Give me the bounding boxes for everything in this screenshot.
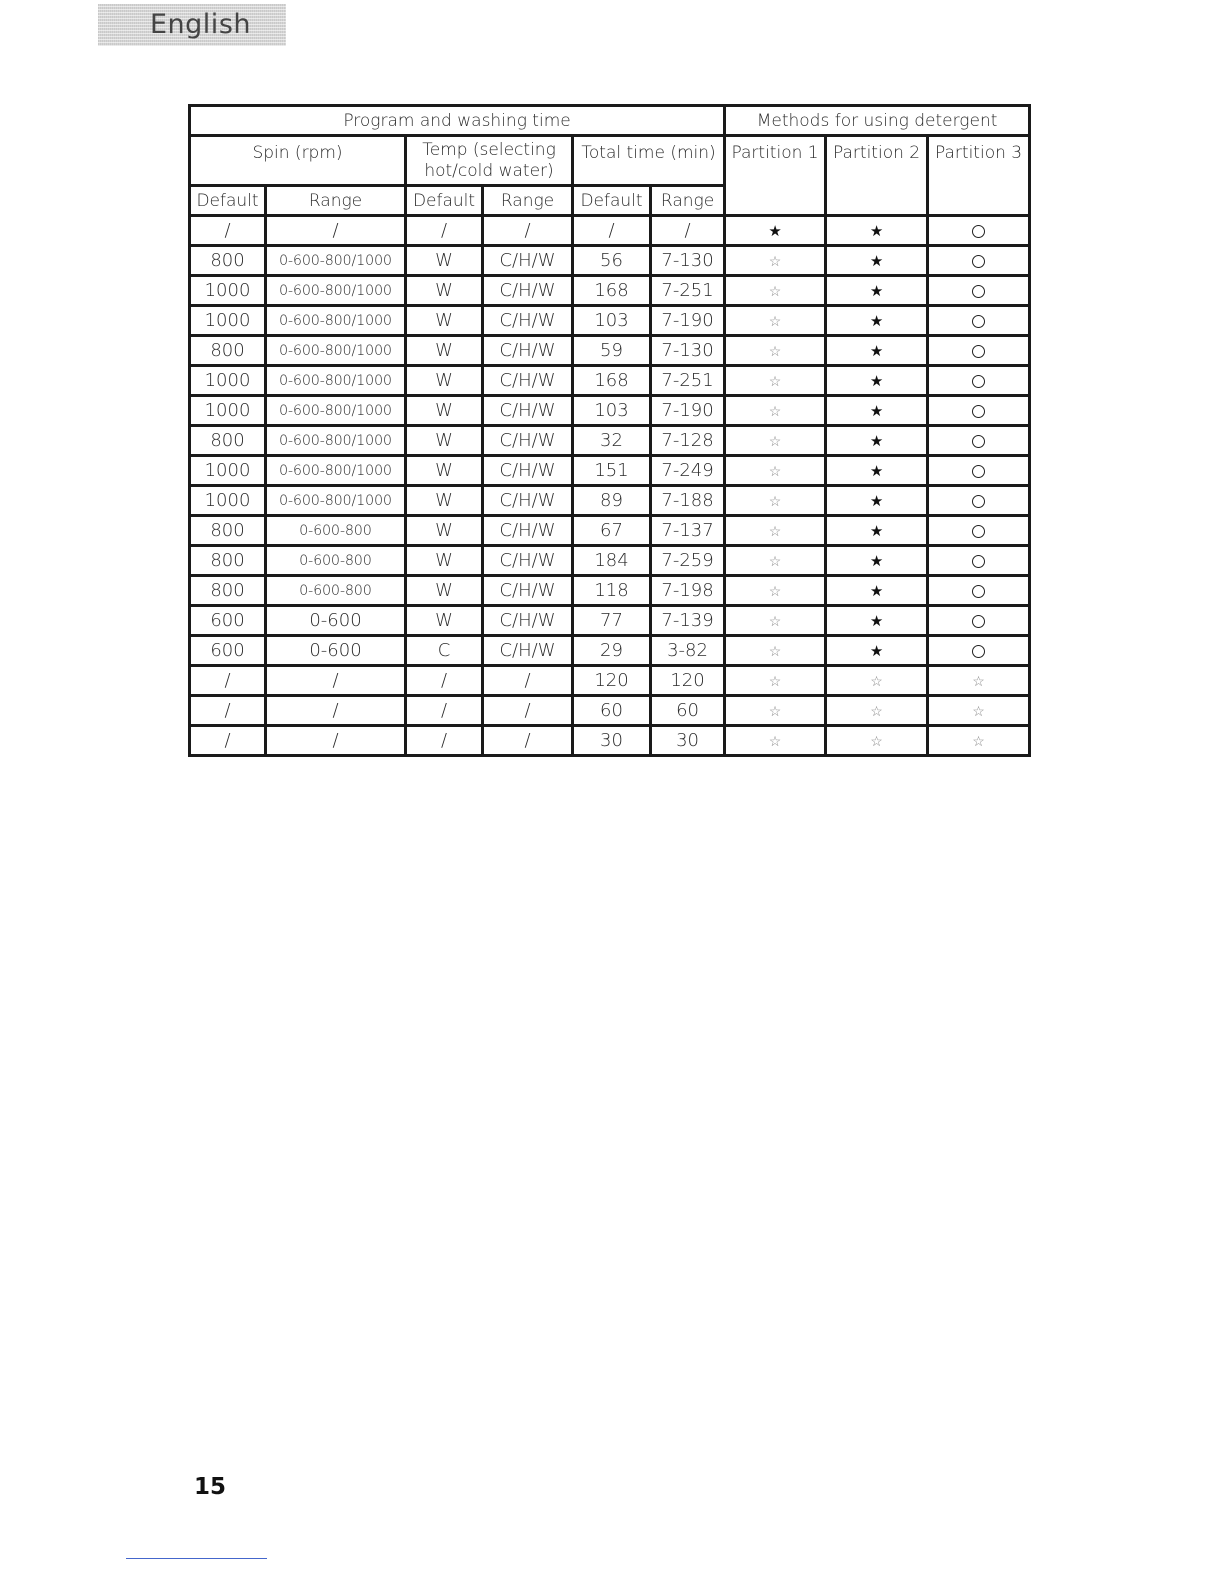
partition-1-header: Partition 1 <box>725 136 826 216</box>
time-default-cell: 168 <box>573 366 651 396</box>
spin-default-cell: 1000 <box>190 276 266 306</box>
time-range-cell: 7-137 <box>651 516 725 546</box>
partition-2-cell <box>826 426 928 456</box>
temp-header: Temp (selecting hot/cold water) <box>406 136 573 186</box>
spin-default-cell: 1000 <box>190 306 266 336</box>
partition-1-cell <box>725 486 826 516</box>
table-row <box>190 696 1030 726</box>
table-row <box>190 546 1030 576</box>
temp-range-cell: C/H/W <box>483 606 573 636</box>
partition-1-cell <box>725 576 826 606</box>
partition-3-cell <box>928 366 1030 396</box>
time-range-cell: 7-188 <box>651 486 725 516</box>
temp-default-cell: W <box>406 546 483 576</box>
time-default-cell: 120 <box>573 666 651 696</box>
spin-header: Spin (rpm) <box>190 136 406 186</box>
partition-1-cell <box>725 396 826 426</box>
time-default-cell: 77 <box>573 606 651 636</box>
temp-range-cell: C/H/W <box>483 336 573 366</box>
circle-icon <box>972 375 985 388</box>
partition-3-cell <box>928 426 1030 456</box>
language-tab <box>98 4 286 46</box>
outline-star-icon: ☆ <box>768 554 782 570</box>
partition-3-cell <box>928 666 1030 696</box>
partition-3-cell <box>928 606 1030 636</box>
partition-1-cell <box>725 696 826 726</box>
filled-star-icon: ★ <box>869 582 884 600</box>
temp-range-cell: C/H/W <box>483 306 573 336</box>
table-row <box>190 426 1030 456</box>
time-range-cell: 7-198 <box>651 576 725 606</box>
spin-default-cell: 800 <box>190 246 266 276</box>
temp-default-cell: W <box>406 576 483 606</box>
spin-default-cell: 800 <box>190 336 266 366</box>
table-row <box>190 366 1030 396</box>
filled-star-icon: ★ <box>869 462 884 480</box>
spin-default-cell: / <box>190 726 266 756</box>
time-default-cell: / <box>573 216 651 246</box>
filled-star-icon: ★ <box>869 372 884 390</box>
time-range-cell: 7-128 <box>651 426 725 456</box>
temp-range-cell: C/H/W <box>483 576 573 606</box>
outline-star-icon: ☆ <box>870 734 883 750</box>
filled-star-icon: ★ <box>869 282 884 300</box>
temp-range-cell: C/H/W <box>483 486 573 516</box>
partition-2-cell <box>826 696 928 726</box>
temp-default-cell: W <box>406 486 483 516</box>
partition-3-cell <box>928 576 1030 606</box>
partition-1-cell <box>725 366 826 396</box>
temp-range-cell: / <box>483 216 573 246</box>
outline-star-icon: ☆ <box>768 314 782 330</box>
partition-2-cell <box>826 396 928 426</box>
filled-star-icon: ★ <box>869 312 884 330</box>
temp-range-cell: C/H/W <box>483 516 573 546</box>
time-range-cell: / <box>651 216 725 246</box>
program-group-header: Program and washing time <box>190 106 725 136</box>
temp-range-cell: C/H/W <box>483 366 573 396</box>
outline-star-icon: ☆ <box>768 254 782 270</box>
spin-range-cell: 0-600-800/1000 <box>266 366 406 396</box>
sub-header-row <box>190 136 1030 186</box>
temp-default-cell: W <box>406 516 483 546</box>
partition-2-cell <box>826 516 928 546</box>
outline-star-icon: ☆ <box>768 584 782 600</box>
spin-default-cell: / <box>190 216 266 246</box>
spin-default-cell: 1000 <box>190 366 266 396</box>
outline-star-icon: ☆ <box>972 704 985 720</box>
time-default-cell: 89 <box>573 486 651 516</box>
circle-icon <box>972 495 985 508</box>
circle-icon <box>972 585 985 598</box>
spin-default-cell: 600 <box>190 606 266 636</box>
outline-star-icon: ☆ <box>972 674 985 690</box>
spin-range-cell: 0-600-800/1000 <box>266 306 406 336</box>
time-range-cell: 120 <box>651 666 725 696</box>
filled-star-icon: ★ <box>869 342 884 360</box>
partition-1-cell <box>725 666 826 696</box>
temp-default-header: Default <box>406 186 483 216</box>
time-default-cell: 32 <box>573 426 651 456</box>
spin-range-cell: 0-600-800/1000 <box>266 426 406 456</box>
detergent-group-header: Methods for using detergent <box>725 106 1030 136</box>
outline-star-icon: ☆ <box>768 524 782 540</box>
partition-2-cell <box>826 306 928 336</box>
partition-3-cell <box>928 216 1030 246</box>
partition-2-cell <box>826 606 928 636</box>
washing-program-table <box>188 104 1031 757</box>
temp-range-cell: / <box>483 726 573 756</box>
partition-2-cell <box>826 276 928 306</box>
circle-icon <box>972 405 985 418</box>
spin-default-cell: / <box>190 666 266 696</box>
outline-star-icon: ☆ <box>768 464 782 480</box>
outline-star-icon: ☆ <box>768 734 782 750</box>
time-range-cell: 7-190 <box>651 306 725 336</box>
time-default-cell: 168 <box>573 276 651 306</box>
filled-star-icon: ★ <box>869 612 884 630</box>
temp-default-cell: / <box>406 666 483 696</box>
total-time-header: Total time (min) <box>573 136 725 186</box>
table-row <box>190 396 1030 426</box>
temp-default-cell: C <box>406 636 483 666</box>
time-default-cell: 103 <box>573 306 651 336</box>
temp-range-cell: / <box>483 666 573 696</box>
partition-1-cell <box>725 516 826 546</box>
spin-range-cell: 0-600 <box>266 636 406 666</box>
spin-default-cell: 1000 <box>190 456 266 486</box>
spin-default-cell: 800 <box>190 516 266 546</box>
spin-range-cell: 0-600-800/1000 <box>266 336 406 366</box>
temp-default-cell: W <box>406 396 483 426</box>
outline-star-icon: ☆ <box>768 404 782 420</box>
table-row <box>190 726 1030 756</box>
outline-star-icon: ☆ <box>768 284 782 300</box>
circle-icon <box>972 255 985 268</box>
circle-icon <box>972 315 985 328</box>
temp-range-header: Range <box>483 186 573 216</box>
partition-1-cell <box>725 246 826 276</box>
circle-icon <box>972 345 985 358</box>
circle-icon <box>972 225 985 238</box>
time-range-cell: 7-190 <box>651 396 725 426</box>
time-default-cell: 30 <box>573 726 651 756</box>
partition-1-cell <box>725 456 826 486</box>
temp-range-cell: C/H/W <box>483 276 573 306</box>
partition-2-cell <box>826 216 928 246</box>
partition-2-cell <box>826 246 928 276</box>
spin-range-cell: 0-600-800/1000 <box>266 396 406 426</box>
time-range-cell: 7-251 <box>651 276 725 306</box>
filled-star-icon: ★ <box>768 222 782 240</box>
circle-icon <box>972 555 985 568</box>
temp-default-cell: / <box>406 726 483 756</box>
spin-range-cell: 0-600 <box>266 606 406 636</box>
spin-range-cell: / <box>266 666 406 696</box>
partition-2-cell <box>826 576 928 606</box>
filled-star-icon: ★ <box>869 432 884 450</box>
time-default-cell: 184 <box>573 546 651 576</box>
circle-icon <box>972 435 985 448</box>
language-label: English <box>150 9 251 40</box>
spin-range-cell: / <box>266 726 406 756</box>
filled-star-icon: ★ <box>869 402 884 420</box>
partition-1-cell <box>725 606 826 636</box>
footer-rule <box>126 1558 267 1559</box>
table-row <box>190 216 1030 246</box>
time-range-header: Range <box>651 186 725 216</box>
circle-icon <box>972 615 985 628</box>
circle-icon <box>972 465 985 478</box>
spin-default-cell: 800 <box>190 576 266 606</box>
partition-2-cell <box>826 726 928 756</box>
partition-3-cell <box>928 306 1030 336</box>
time-range-cell: 7-130 <box>651 246 725 276</box>
partition-3-cell <box>928 516 1030 546</box>
filled-star-icon: ★ <box>869 552 884 570</box>
temp-range-cell: C/H/W <box>483 456 573 486</box>
spin-range-cell: 0-600-800 <box>266 576 406 606</box>
temp-range-cell: C/H/W <box>483 426 573 456</box>
time-range-cell: 7-251 <box>651 366 725 396</box>
partition-2-cell <box>826 486 928 516</box>
temp-default-cell: W <box>406 606 483 636</box>
partition-3-cell <box>928 456 1030 486</box>
outline-star-icon: ☆ <box>768 704 782 720</box>
partition-1-cell <box>725 306 826 336</box>
table-row <box>190 486 1030 516</box>
outline-star-icon: ☆ <box>768 494 782 510</box>
spin-default-cell: 800 <box>190 426 266 456</box>
outline-star-icon: ☆ <box>768 674 782 690</box>
partition-1-cell <box>725 636 826 666</box>
partition-3-header: Partition 3 <box>928 136 1030 216</box>
time-range-cell: 7-259 <box>651 546 725 576</box>
partition-2-cell <box>826 366 928 396</box>
partition-2-header: Partition 2 <box>826 136 928 216</box>
outline-star-icon: ☆ <box>768 374 782 390</box>
partition-2-cell <box>826 336 928 366</box>
table-row <box>190 666 1030 696</box>
partition-3-cell <box>928 636 1030 666</box>
spin-range-cell: 0-600-800/1000 <box>266 276 406 306</box>
temp-default-cell: W <box>406 306 483 336</box>
spin-default-cell: / <box>190 696 266 726</box>
spin-default-cell: 1000 <box>190 396 266 426</box>
time-range-cell: 7-249 <box>651 456 725 486</box>
spin-default-cell: 600 <box>190 636 266 666</box>
partition-2-cell <box>826 456 928 486</box>
time-default-cell: 60 <box>573 696 651 726</box>
temp-default-cell: W <box>406 246 483 276</box>
temp-default-cell: / <box>406 216 483 246</box>
partition-3-cell <box>928 276 1030 306</box>
spin-range-cell: 0-600-800/1000 <box>266 246 406 276</box>
partition-1-cell <box>725 276 826 306</box>
temp-default-cell: W <box>406 366 483 396</box>
temp-range-cell: C/H/W <box>483 396 573 426</box>
table-row <box>190 636 1030 666</box>
spin-range-cell: 0-600-800/1000 <box>266 456 406 486</box>
outline-star-icon: ☆ <box>768 644 782 660</box>
partition-2-cell <box>826 636 928 666</box>
spin-default-cell: 800 <box>190 546 266 576</box>
time-default-cell: 29 <box>573 636 651 666</box>
time-default-cell: 67 <box>573 516 651 546</box>
temp-range-cell: / <box>483 696 573 726</box>
partition-3-cell <box>928 546 1030 576</box>
time-range-cell: 30 <box>651 726 725 756</box>
spin-range-cell: 0-600-800 <box>266 516 406 546</box>
temp-default-cell: W <box>406 336 483 366</box>
partition-1-cell <box>725 726 826 756</box>
outline-star-icon: ☆ <box>768 344 782 360</box>
temp-default-cell: W <box>406 276 483 306</box>
table-row <box>190 576 1030 606</box>
time-default-cell: 151 <box>573 456 651 486</box>
partition-2-cell <box>826 666 928 696</box>
table-row <box>190 246 1030 276</box>
filled-star-icon: ★ <box>869 492 884 510</box>
filled-star-icon: ★ <box>869 642 884 660</box>
time-default-cell: 103 <box>573 396 651 426</box>
filled-star-icon: ★ <box>869 222 884 240</box>
partition-1-cell <box>725 336 826 366</box>
partition-1-cell <box>725 546 826 576</box>
page-number: 15 <box>194 1474 227 1500</box>
time-range-cell: 7-139 <box>651 606 725 636</box>
outline-star-icon: ☆ <box>972 734 985 750</box>
partition-3-cell <box>928 696 1030 726</box>
table-row <box>190 276 1030 306</box>
spin-range-header: Range <box>266 186 406 216</box>
table-row <box>190 336 1030 366</box>
partition-3-cell <box>928 396 1030 426</box>
time-range-cell: 60 <box>651 696 725 726</box>
temp-range-cell: C/H/W <box>483 546 573 576</box>
outline-star-icon: ☆ <box>768 434 782 450</box>
partition-3-cell <box>928 726 1030 756</box>
spin-default-header: Default <box>190 186 266 216</box>
filled-star-icon: ★ <box>869 252 884 270</box>
table-row <box>190 516 1030 546</box>
temp-range-cell: C/H/W <box>483 246 573 276</box>
spin-range-cell: 0-600-800/1000 <box>266 486 406 516</box>
table-row <box>190 606 1030 636</box>
outline-star-icon: ☆ <box>768 614 782 630</box>
outline-star-icon: ☆ <box>870 674 883 690</box>
spin-range-cell: / <box>266 216 406 246</box>
table-row <box>190 456 1030 486</box>
partition-1-cell <box>725 426 826 456</box>
group-header-row <box>190 106 1030 136</box>
partition-1-cell <box>725 216 826 246</box>
spin-default-cell: 1000 <box>190 486 266 516</box>
spin-range-cell: 0-600-800 <box>266 546 406 576</box>
filled-star-icon: ★ <box>869 522 884 540</box>
time-default-cell: 59 <box>573 336 651 366</box>
temp-default-cell: / <box>406 696 483 726</box>
partition-3-cell <box>928 336 1030 366</box>
partition-2-cell <box>826 546 928 576</box>
circle-icon <box>972 645 985 658</box>
time-default-cell: 118 <box>573 576 651 606</box>
temp-default-cell: W <box>406 426 483 456</box>
outline-star-icon: ☆ <box>870 704 883 720</box>
time-default-header: Default <box>573 186 651 216</box>
temp-default-cell: W <box>406 456 483 486</box>
time-default-cell: 56 <box>573 246 651 276</box>
partition-3-cell <box>928 246 1030 276</box>
circle-icon <box>972 525 985 538</box>
time-range-cell: 7-130 <box>651 336 725 366</box>
partition-3-cell <box>928 486 1030 516</box>
temp-range-cell: C/H/W <box>483 636 573 666</box>
spin-range-cell: / <box>266 696 406 726</box>
time-range-cell: 3-82 <box>651 636 725 666</box>
table-row <box>190 306 1030 336</box>
circle-icon <box>972 285 985 298</box>
